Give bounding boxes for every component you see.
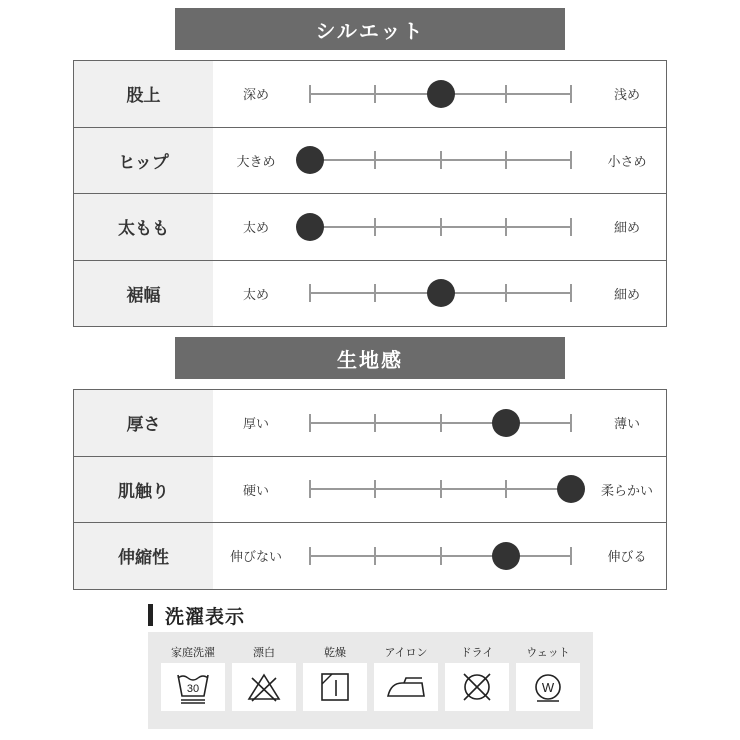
scale-marker	[296, 146, 324, 174]
care-item	[516, 632, 580, 729]
scale-left-label: 厚い	[242, 417, 269, 433]
care-label: 乾燥	[324, 646, 346, 659]
silhouette-header: シルエット	[175, 8, 565, 50]
care-item	[445, 632, 509, 729]
scale-tick	[570, 547, 572, 565]
scale-marker	[492, 409, 520, 437]
scale-right-label: 伸びる	[607, 550, 647, 566]
scale-tick	[440, 414, 442, 432]
care-label: 家庭洗濯	[171, 646, 215, 659]
care-label: ドライ	[460, 646, 494, 659]
row-label: 裾幅	[74, 261, 213, 327]
scale-tick	[374, 218, 376, 236]
scale-tick	[309, 480, 311, 498]
scale-tick	[440, 151, 442, 169]
care-label: アイロン	[384, 646, 428, 659]
title-bar	[148, 604, 153, 626]
scale-right-label: 薄い	[613, 417, 640, 433]
scale-tick	[505, 218, 507, 236]
fabric-header: 生地感	[175, 337, 565, 379]
no-dry-clean-icon	[445, 663, 509, 711]
row-label: 厚さ	[74, 390, 213, 456]
fabric-row	[74, 523, 666, 590]
scale-tick	[309, 547, 311, 565]
silhouette-row	[74, 261, 666, 328]
rating-scale	[310, 194, 571, 260]
scale-tick	[570, 414, 572, 432]
care-title	[148, 602, 245, 628]
rating-scale	[310, 261, 571, 327]
care-item	[303, 632, 367, 729]
scale-left-label: 太め	[242, 221, 269, 237]
scale-tick	[570, 284, 572, 302]
row-label: 股上	[74, 61, 213, 127]
scale-tick	[505, 480, 507, 498]
scale-tick	[374, 480, 376, 498]
care-item	[374, 632, 438, 729]
scale-tick	[374, 414, 376, 432]
rating-scale	[310, 61, 571, 127]
scale-marker	[296, 213, 324, 241]
scale-tick	[505, 85, 507, 103]
scale-right-label: 細め	[613, 287, 640, 303]
care-panel	[148, 632, 593, 729]
scale-right-label: 柔らかい	[600, 483, 653, 499]
iron-icon	[374, 663, 438, 711]
scale-tick	[374, 151, 376, 169]
scale-tick	[374, 85, 376, 103]
scale-tick	[440, 218, 442, 236]
scale-left-label: 深め	[242, 88, 269, 104]
scale-right-label: 浅め	[613, 88, 640, 104]
scale-tick	[505, 284, 507, 302]
scale-left-label: 大きめ	[236, 154, 276, 170]
scale-tick	[309, 284, 311, 302]
scale-left-label: 伸びない	[229, 550, 282, 566]
wash-tub-30-icon	[161, 663, 225, 711]
silhouette-row	[74, 61, 666, 128]
no-bleach-icon	[232, 663, 296, 711]
scale-right-label: 小さめ	[607, 154, 647, 170]
fabric-row	[74, 390, 666, 457]
scale-tick	[570, 218, 572, 236]
silhouette-row	[74, 194, 666, 261]
fabric-table	[73, 389, 667, 590]
line-dry-shade-icon	[303, 663, 367, 711]
scale-tick	[505, 151, 507, 169]
scale-marker	[427, 80, 455, 108]
scale-tick	[374, 547, 376, 565]
care-item	[232, 632, 296, 729]
scale-tick	[570, 85, 572, 103]
wash-temp: 30	[186, 683, 200, 695]
wet-letter: W	[541, 680, 555, 695]
rating-scale	[310, 390, 571, 456]
rating-scale	[310, 523, 571, 589]
scale-left-label: 硬い	[242, 483, 269, 499]
scale-marker	[492, 542, 520, 570]
scale-marker	[427, 279, 455, 307]
care-title-text: 洗濯表示	[165, 605, 246, 628]
rating-scale	[310, 128, 571, 194]
rating-scale	[310, 457, 571, 523]
scale-tick	[309, 85, 311, 103]
row-label: ヒップ	[74, 128, 213, 194]
silhouette-row	[74, 128, 666, 195]
care-item	[161, 632, 225, 729]
scale-tick	[440, 547, 442, 565]
scale-tick	[440, 480, 442, 498]
fabric-row	[74, 457, 666, 524]
silhouette-table	[73, 60, 667, 327]
scale-tick	[570, 151, 572, 169]
care-label: 漂白	[253, 646, 275, 659]
scale-tick	[374, 284, 376, 302]
scale-left-label: 太め	[242, 287, 269, 303]
row-label: 太もも	[74, 194, 213, 260]
row-label: 肌触り	[74, 457, 213, 523]
wet-clean-icon	[516, 663, 580, 711]
scale-tick	[309, 414, 311, 432]
row-label: 伸縮性	[74, 523, 213, 589]
scale-right-label: 細め	[613, 221, 640, 237]
scale-marker	[557, 475, 585, 503]
care-label: ウェット	[526, 646, 570, 659]
